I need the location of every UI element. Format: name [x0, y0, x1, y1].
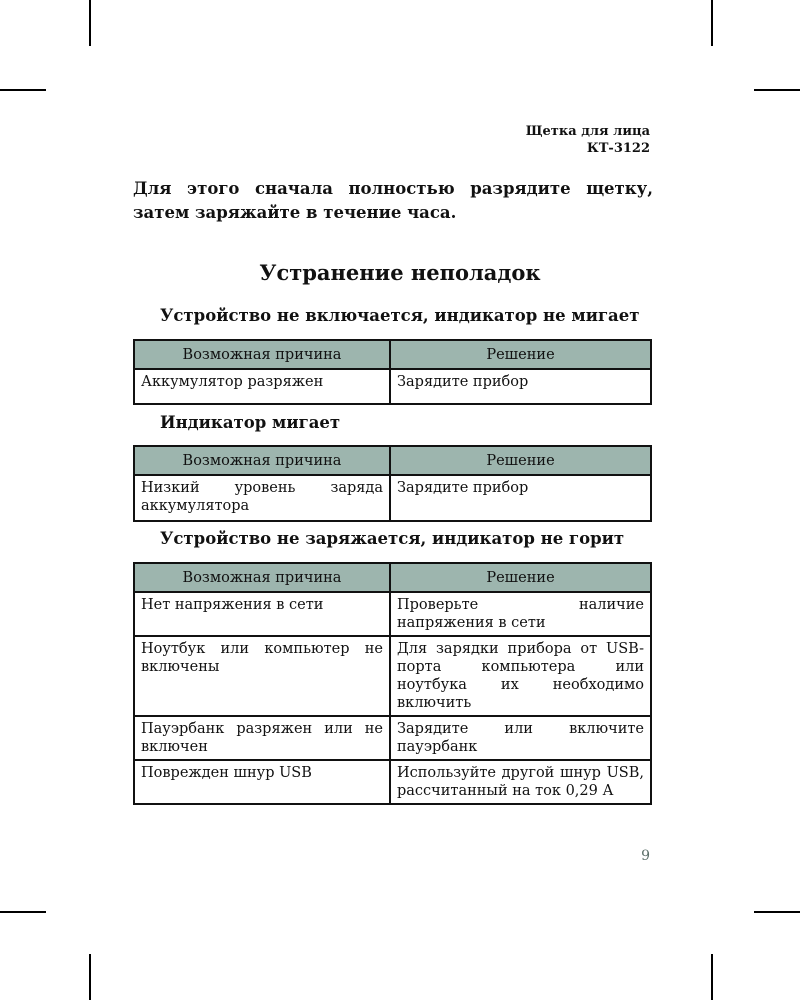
table-row [134, 369, 651, 404]
subsection-title: Индикатор мигает [160, 413, 341, 432]
subsection-title: Устройство не включается, индикатор не мигает [160, 306, 640, 325]
crop-mark [0, 89, 46, 91]
cause-cell: Поврежден шнур USB [134, 760, 390, 804]
subsection-title: Устройство не заряжается, индикатор не горит [160, 529, 625, 548]
cause-cell: Ноутбук или компьютер не включены [134, 636, 390, 716]
solution-cell: Для зарядки прибора от USB-порта компьютера или ноутбука их необходимо включить [390, 636, 651, 716]
crop-mark [89, 954, 91, 1000]
cause-cell: Нет напряжения в сети [134, 592, 390, 636]
page-number: 9 [641, 848, 650, 864]
troubleshooting-table [133, 445, 652, 522]
product-title: Щетка для лица [525, 124, 650, 139]
table-row [134, 716, 651, 760]
crop-mark [754, 89, 800, 91]
crop-mark [711, 0, 713, 46]
column-header-solution: Решение [390, 340, 651, 369]
column-header-solution: Решение [390, 446, 651, 475]
solution-cell: Зарядите или включите пауэрбанк [390, 716, 651, 760]
table-row [134, 592, 651, 636]
column-header-cause: Возможная причина [134, 446, 390, 475]
solution-cell: Проверьте наличие напряжения в сети [390, 592, 651, 636]
cause-cell: Аккумулятор разряжен [134, 369, 390, 404]
solution-cell: Используйте другой шнур USB, рассчитанный на ток 0,29 А [390, 760, 651, 804]
troubleshooting-table [133, 339, 652, 405]
column-header-solution: Решение [390, 563, 651, 592]
crop-mark [0, 911, 46, 913]
crop-mark [711, 954, 713, 1000]
solution-cell: Зарядите прибор [390, 369, 651, 404]
crop-mark [89, 0, 91, 46]
product-model: КТ-3122 [586, 141, 650, 156]
table-header-row [134, 340, 651, 369]
solution-cell: Зарядите прибор [390, 475, 651, 521]
table-header-row [134, 563, 651, 592]
column-header-cause: Возможная причина [134, 563, 390, 592]
running-header [526, 123, 650, 157]
crop-mark [754, 911, 800, 913]
cause-cell: Низкий уровень заряда аккумулятора [134, 475, 390, 521]
table-row [134, 636, 651, 716]
table-row [134, 760, 651, 804]
table-row [134, 475, 651, 521]
section-title: Устранение неполадок [259, 260, 541, 285]
troubleshooting-table [133, 562, 652, 805]
column-header-cause: Возможная причина [134, 340, 390, 369]
cause-cell: Пауэрбанк разряжен или не включен [134, 716, 390, 760]
intro-paragraph: Для этого сначала полностью разрядите щетку, затем заряжайте в течение часа. [133, 179, 653, 222]
table-header-row [134, 446, 651, 475]
